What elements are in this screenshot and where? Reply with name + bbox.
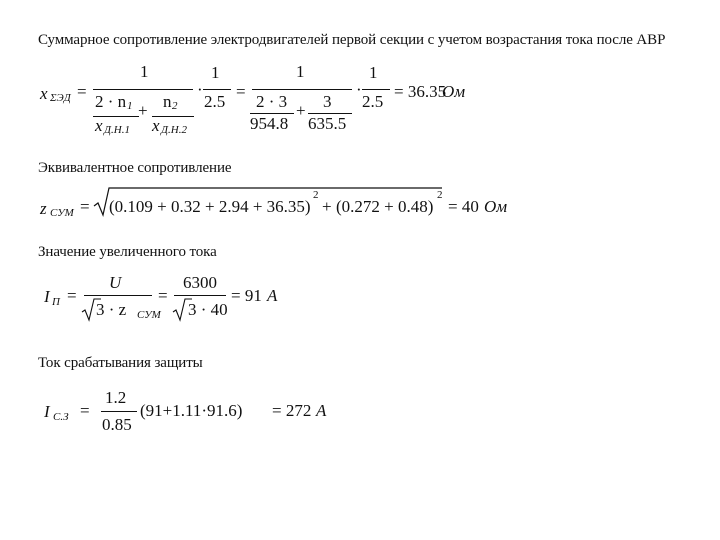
eq3-unit: А	[267, 286, 278, 305]
eq4-num: 1.2	[105, 388, 127, 407]
eq1-b-den-var: x	[152, 116, 160, 135]
eq3-result: = 91	[231, 286, 262, 305]
eq2-result: = 40	[448, 197, 479, 216]
eq1-a-den-sub: Д.Н.1	[104, 124, 130, 136]
eq1-result: = 36.35	[394, 82, 447, 101]
eq1-f2-num: 1	[211, 63, 220, 82]
eq1-fraction-line-1	[93, 89, 193, 90]
eq1-unit: Ом	[442, 82, 466, 101]
eq4-unit: А	[316, 401, 327, 420]
eq3-fraction-line-1	[84, 295, 152, 296]
eq1-d-den: 635.5	[308, 114, 347, 133]
eq1-fraction-line-3	[252, 89, 352, 90]
eq2-square-1: 2	[313, 189, 319, 201]
eq1-f4-num: 1	[369, 63, 378, 82]
eq4-body: (91+1.11·91.6)	[140, 401, 243, 420]
eq4-fraction-line	[101, 411, 137, 412]
eq1-c-den: 954.8	[250, 114, 289, 133]
heading-equivalent-resistance: Эквивалентное сопротивление	[38, 160, 232, 176]
eq3-num2: 6300	[183, 273, 217, 292]
eq1-plus-2: +	[296, 101, 306, 120]
eq3-den1: 3 · z	[96, 300, 127, 319]
eq1-plus: +	[138, 101, 148, 120]
eq1-a-num-sub: 1	[127, 100, 133, 112]
eq3-lhs-var: I	[44, 287, 50, 306]
eq4-lhs-sub: С.З	[53, 411, 69, 423]
eq4-den: 0.85	[102, 415, 132, 434]
eq2-equals: =	[80, 197, 90, 216]
eq1-b-num: n	[163, 92, 172, 111]
eq1-dot2: ·	[356, 80, 362, 99]
eq1-fraction-line-4	[362, 89, 390, 90]
eq1-fraction-line-2	[203, 89, 231, 90]
heading-trip-current: Ток срабатывания защиты	[38, 355, 203, 371]
eq1-f2-den: 2.5	[204, 92, 226, 111]
eq4-equals: =	[80, 401, 90, 420]
eq1-a-den-var: x	[95, 116, 103, 135]
eq2-lhs-var: z	[40, 199, 47, 218]
heading-total-resistance: Суммарное сопротивление электродвигателей первой секции с учетом возрастания тока после АВР	[38, 32, 666, 48]
eq2-unit: Ом	[484, 197, 508, 216]
eq1-num1: 1	[140, 62, 149, 81]
eq2-lhs-sub: СУМ	[50, 207, 74, 219]
eq1-c-num: 2 · 3	[256, 92, 288, 111]
eq2-group-2: (0.272 + 0.48)	[336, 197, 434, 216]
eq2-group-1: (0.109 + 0.32 + 2.94 + 36.35)	[109, 197, 311, 216]
eq1-lhs-sub: ΣЭД	[50, 92, 71, 104]
eq1-dot1: ·	[197, 80, 203, 99]
eq3-num1: U	[109, 273, 122, 292]
eq1-f4-den: 2.5	[362, 92, 384, 111]
eq3-den2: 3 · 40	[188, 300, 228, 319]
eq3-den1-sub: СУМ	[137, 309, 161, 321]
heading-increased-current: Значение увеличенного тока	[38, 244, 217, 260]
eq1-equals-2: =	[236, 82, 246, 101]
eq1-b-den-sub: Д.Н.2	[161, 124, 187, 136]
eq2-square-2: 2	[437, 189, 443, 201]
eq1-d-num: 3	[323, 92, 332, 111]
eq1-b-num-sub: 2	[172, 100, 178, 112]
eq1-a-num: 2 · n	[95, 92, 127, 111]
eq1-num3: 1	[296, 62, 305, 81]
eq4-result: = 272	[272, 401, 312, 420]
eq1-lhs-var: x	[40, 84, 48, 103]
eq3-equals-2: =	[158, 286, 168, 305]
eq2-plus: +	[322, 197, 332, 216]
eq4-lhs-var: I	[44, 402, 50, 421]
eq3-equals: =	[67, 286, 77, 305]
eq3-fraction-line-2	[174, 295, 226, 296]
eq3-lhs-sub: П	[52, 296, 60, 308]
eq1-equals: =	[77, 82, 87, 101]
